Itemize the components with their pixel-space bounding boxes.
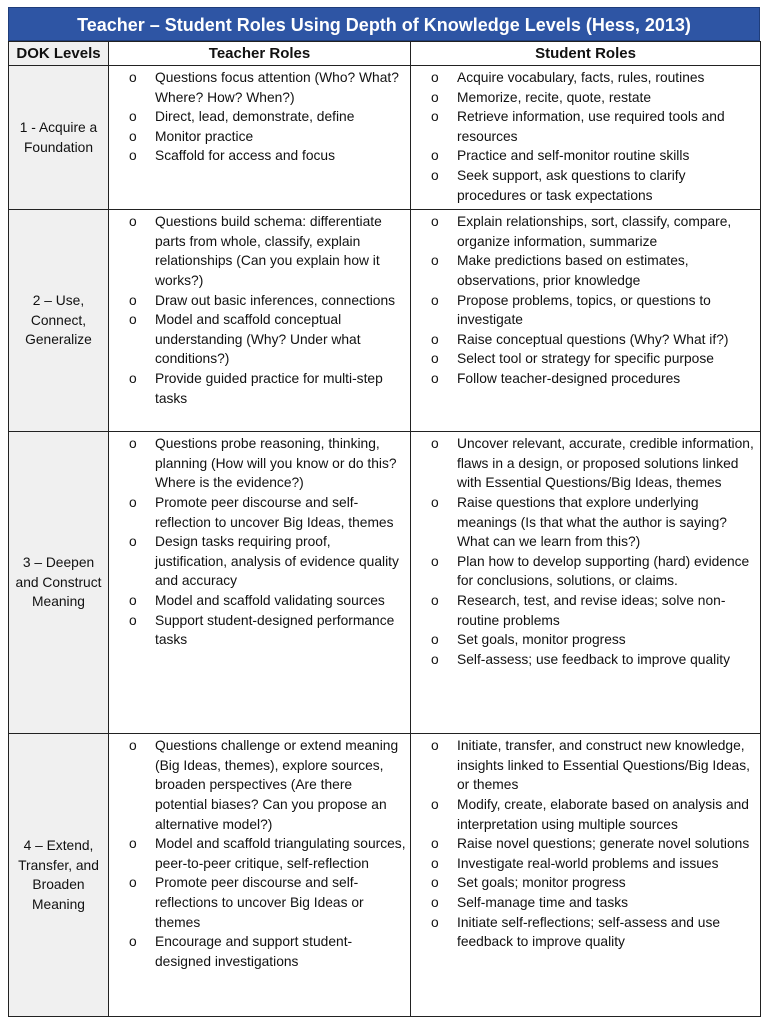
list-item-text: Set goals, monitor progress — [457, 632, 626, 648]
list-item — [109, 493, 406, 532]
bullet-icon: o — [129, 214, 137, 230]
bullet-icon: o — [431, 632, 439, 648]
list-item — [411, 369, 756, 389]
bullet-icon: o — [129, 612, 137, 628]
teacher-roles-cell — [109, 432, 411, 734]
student-roles-cell — [411, 734, 761, 1017]
teacher-roles-list — [109, 66, 410, 170]
list-item — [109, 834, 406, 873]
list-item-text: Provide guided practice for multi-step tasks — [155, 370, 383, 406]
bullet-icon: o — [431, 836, 439, 852]
list-item — [411, 795, 756, 834]
bullet-icon: o — [431, 148, 439, 164]
list-item — [411, 434, 756, 493]
list-item — [109, 310, 406, 369]
list-item-text: Raise novel questions; generate novel solutions — [457, 836, 750, 852]
list-item-text: Questions build schema: differentiate parts from whole, classify, explain relationships (Can you explain how it works?) — [155, 214, 382, 288]
table-title: Teacher – Student Roles Using Depth of Knowledge Levels (Hess, 2013) — [8, 7, 760, 41]
bullet-icon: o — [431, 875, 439, 891]
list-item-text: Promote peer discourse and self-reflection to uncover Big Ideas, themes — [155, 494, 394, 530]
list-item — [411, 854, 756, 874]
list-item — [411, 291, 756, 330]
dok-row — [9, 66, 761, 210]
bullet-icon: o — [431, 89, 439, 105]
bullet-icon: o — [431, 370, 439, 386]
list-item — [411, 591, 756, 630]
list-item-text: Investigate real-world problems and issues — [457, 855, 719, 871]
dok-row — [9, 210, 761, 432]
bullet-icon: o — [129, 934, 137, 950]
bullet-icon: o — [431, 253, 439, 269]
bullet-icon: o — [431, 855, 439, 871]
list-item-text: Practice and self-monitor routine skills — [457, 148, 690, 164]
bullet-icon: o — [129, 292, 137, 308]
dok-level-label: 2 – Use, Connect, Generalize — [9, 210, 109, 432]
bullet-icon: o — [431, 351, 439, 367]
header-dok-levels: DOK Levels — [9, 42, 109, 66]
list-item — [411, 107, 756, 146]
list-item-text: Promote peer discourse and self-reflections to uncover Big Ideas or themes — [155, 875, 364, 930]
header-row — [9, 42, 761, 66]
bullet-icon: o — [129, 534, 137, 550]
student-roles-list — [411, 734, 760, 956]
list-item — [411, 893, 756, 913]
bullet-icon: o — [431, 331, 439, 347]
list-item — [109, 212, 406, 290]
list-item — [411, 146, 756, 166]
list-item-text: Direct, lead, demonstrate, define — [155, 109, 355, 125]
bullet-icon: o — [431, 436, 439, 452]
list-item-text: Scaffold for access and focus — [155, 148, 335, 164]
list-item — [411, 349, 756, 369]
list-item-text: Self-manage time and tasks — [457, 894, 629, 910]
teacher-roles-list — [109, 432, 410, 654]
bullet-icon: o — [129, 738, 137, 754]
list-item — [109, 107, 406, 127]
list-item-text: Research, test, and revise ideas; solve non-routine problems — [457, 592, 726, 628]
list-item — [411, 650, 756, 670]
list-item — [411, 834, 756, 854]
list-item-text: Design tasks requiring proof, justification, analysis of evidence quality and accuracy — [155, 534, 399, 589]
teacher-roles-list — [109, 734, 410, 975]
list-item-text: Raise conceptual questions (Why? What if?) — [457, 331, 729, 347]
list-item — [411, 330, 756, 350]
list-item — [109, 736, 406, 834]
list-item-text: Follow teacher-designed procedures — [457, 370, 681, 386]
list-item-text: Monitor practice — [155, 128, 254, 144]
list-item — [109, 127, 406, 147]
student-roles-cell — [411, 210, 761, 432]
bullet-icon: o — [431, 738, 439, 754]
list-item — [411, 873, 756, 893]
student-roles-cell — [411, 432, 761, 734]
dok-level-label: 1 - Acquire a Foundation — [9, 66, 109, 210]
teacher-roles-cell — [109, 210, 411, 432]
list-item — [411, 736, 756, 795]
list-item-text: Modify, create, elaborate based on analysis and interpretation using multiple sources — [457, 796, 749, 832]
student-roles-cell — [411, 66, 761, 210]
list-item — [411, 68, 756, 88]
bullet-icon: o — [129, 370, 137, 386]
bullet-icon: o — [129, 148, 137, 164]
bullet-icon: o — [431, 494, 439, 510]
dok-level-label: 3 – Deepen and Construct Meaning — [9, 432, 109, 734]
bullet-icon: o — [129, 70, 137, 85]
list-item-text: Plan how to develop supporting (hard) evidence for conclusions, solutions, or claims. — [457, 553, 750, 589]
list-item-text: Initiate, transfer, and construct new knowledge, insights linked to Essential Questions/Big Ideas, or themes — [457, 738, 750, 793]
list-item — [411, 166, 756, 205]
bullet-icon: o — [129, 836, 137, 852]
list-item — [109, 68, 406, 107]
bullet-icon: o — [431, 553, 439, 569]
bullet-icon: o — [431, 592, 439, 608]
bullet-icon: o — [129, 875, 137, 891]
list-item-text: Support student-designed performance tasks — [155, 612, 395, 648]
list-item-text: Retrieve information, use required tools and resources — [457, 109, 725, 144]
list-item-text: Memorize, recite, quote, restate — [457, 89, 652, 105]
list-item-text: Seek support, ask questions to clarify procedures or task expectations — [457, 167, 686, 203]
list-item — [411, 493, 756, 552]
list-item-text: Encourage and support student-designed investigations — [155, 934, 353, 969]
list-item — [411, 212, 756, 251]
bullet-icon: o — [431, 651, 439, 667]
list-item-text: Propose problems, topics, or questions to investigate — [457, 292, 711, 328]
list-item — [109, 434, 406, 493]
student-roles-list — [411, 210, 760, 392]
list-item — [411, 88, 756, 108]
dok-row — [9, 432, 761, 734]
list-item-text: Questions probe reasoning, thinking, planning (How will you know or do this? Where is the evidence?) — [155, 436, 397, 491]
teacher-roles-cell — [109, 734, 411, 1017]
list-item-text: Model and scaffold triangulating sources, peer-to-peer critique, self-reflection — [155, 836, 406, 871]
teacher-roles-cell — [109, 66, 411, 210]
list-item — [109, 611, 406, 650]
list-item — [109, 369, 406, 408]
teacher-roles-list — [109, 210, 410, 412]
bullet-icon: o — [431, 109, 439, 125]
list-item-text: Acquire vocabulary, facts, rules, routines — [457, 70, 705, 85]
list-item — [109, 291, 406, 311]
list-item — [109, 932, 406, 971]
header-student-roles: Student Roles — [411, 42, 761, 66]
dok-row — [9, 734, 761, 1017]
bullet-icon: o — [431, 70, 439, 85]
bullet-icon: o — [431, 796, 439, 812]
list-item — [109, 146, 406, 166]
bullet-icon: o — [129, 592, 137, 608]
bullet-icon: o — [129, 312, 137, 328]
list-item — [411, 552, 756, 591]
list-item-text: Set goals; monitor progress — [457, 875, 626, 891]
roles-table — [8, 41, 761, 1017]
list-item-text: Raise questions that explore underlying meanings (Is that what the author is saying? What can we learn from this?) — [457, 494, 727, 550]
student-roles-list — [411, 432, 760, 673]
list-item-text: Questions focus attention (Who? What? Where? How? When?) — [155, 70, 399, 105]
list-item-text: Model and scaffold conceptual understanding (Why? Under what conditions?) — [155, 312, 361, 367]
list-item-text: Initiate self-reflections; self-assess and use feedback to improve quality — [457, 914, 721, 950]
list-item-text: Explain relationships, sort, classify, compare, organize information, summarize — [457, 214, 732, 249]
bullet-icon: o — [431, 894, 439, 910]
list-item-text: Questions challenge or extend meaning (Big Ideas, themes), explore sources, broaden perspectives (Are there potential biases? Can you propose an alternative model?) — [155, 738, 399, 832]
bullet-icon: o — [431, 167, 439, 183]
list-item — [109, 591, 406, 611]
list-item-text: Make predictions based on estimates, observations, prior knowledge — [457, 253, 689, 288]
bullet-icon: o — [129, 494, 137, 510]
list-item — [411, 913, 756, 952]
list-item — [109, 532, 406, 591]
bullet-icon: o — [129, 436, 137, 452]
list-item-text: Select tool or strategy for specific purpose — [457, 351, 714, 367]
dok-level-label: 4 – Extend, Transfer, and Broaden Meaning — [9, 734, 109, 1017]
list-item-text: Model and scaffold validating sources — [155, 592, 385, 608]
bullet-icon: o — [431, 292, 439, 308]
list-item — [109, 873, 406, 932]
list-item — [411, 630, 756, 650]
header-teacher-roles: Teacher Roles — [109, 42, 411, 66]
student-roles-list — [411, 66, 760, 209]
list-item-text: Self-assess; use feedback to improve quality — [457, 651, 731, 667]
document — [8, 7, 760, 1017]
bullet-icon: o — [129, 109, 137, 125]
bullet-icon: o — [129, 128, 137, 144]
list-item — [411, 251, 756, 290]
list-item-text: Uncover relevant, accurate, credible information, flaws in a design, or proposed solutions linked with Essential Questions/Big Ideas, themes — [457, 436, 754, 491]
bullet-icon: o — [431, 914, 439, 930]
table-body — [9, 66, 761, 1017]
bullet-icon: o — [431, 214, 439, 230]
list-item-text: Draw out basic inferences, connections — [155, 292, 396, 308]
